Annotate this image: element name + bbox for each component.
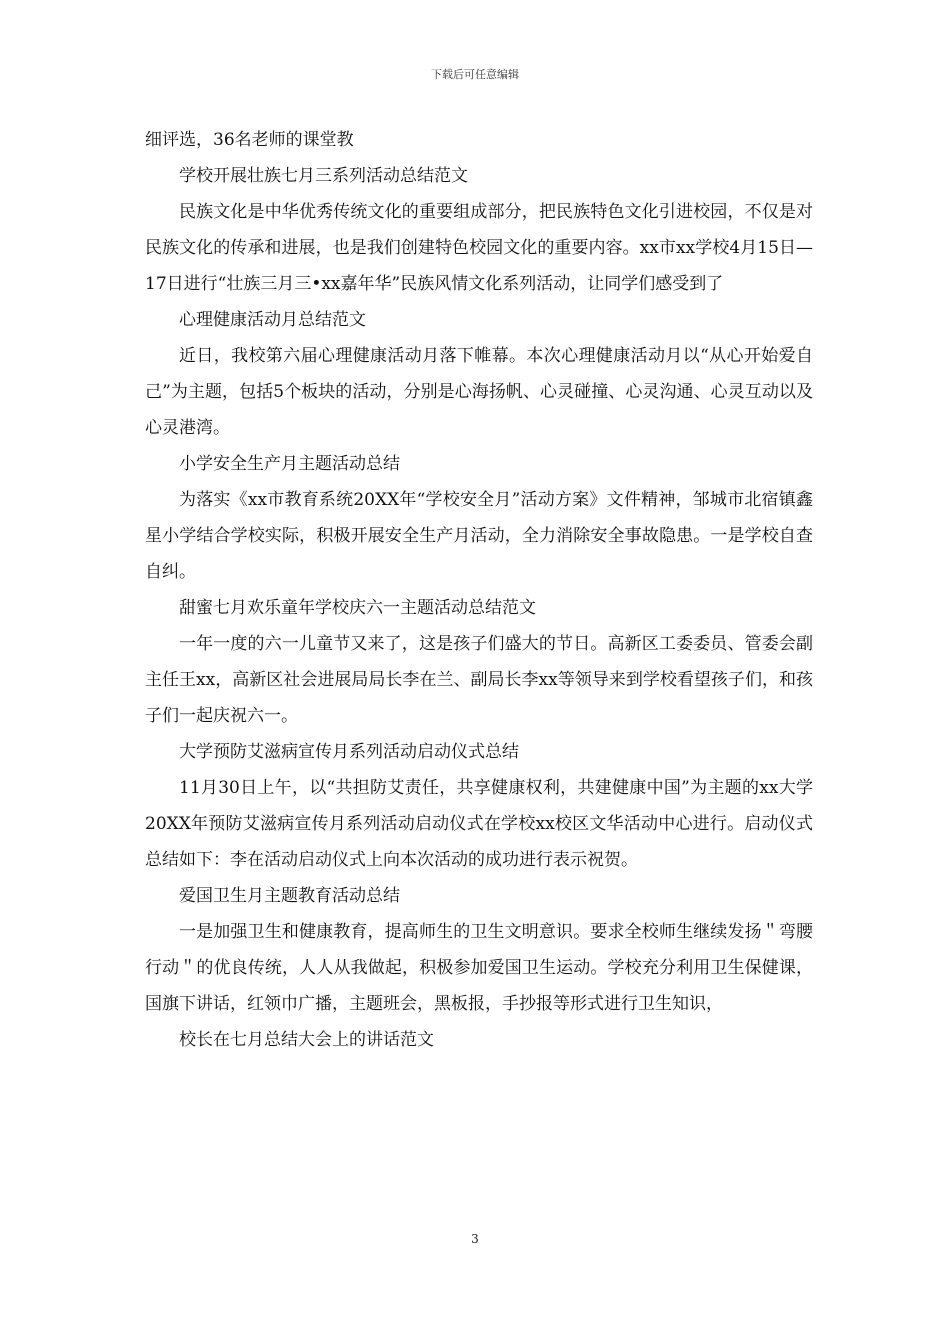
section-heading: 大学预防艾滋病宣传月系列活动启动仪式总结 [179,742,519,762]
section-heading: 小学安全生产月主题活动总结 [179,454,400,474]
paragraph: 近日，我校第六届心理健康活动月落下帷幕。本次心理健康活动月以“从心开始爱自己”为主题，包括5个板块的活动，分别是心海扬帆、心灵碰撞、心灵沟通、心灵互动以及心灵港湾。 [145,346,813,438]
section-heading: 学校开展壮族七月三系列活动总结范文 [179,166,468,186]
paragraph: 为落实《xx市教育系统20XX年“学校安全月”活动方案》文件精神，邹城市北宿镇鑫星小学结合学校实际，积极开展安全生产月活动，全力消除安全事故隐患。一是学校自查自纠。 [145,490,813,582]
page-number: 3 [471,1232,479,1246]
page-header: 下载后可任意编辑 [431,68,519,81]
paragraph: 一是加强卫生和健康教育，提高师生的卫生文明意识。要求全校师生继续发扬＂弯腰行动＂的优良传统，人人从我做起，积极参加爱国卫生运动。学校充分利用卫生保健课，国旗下讲话，红领巾广播，主题班会，黑板报，手抄报等形式进行卫生知识， [145,922,813,1014]
paragraph: 一年一度的六一儿童节又来了，这是孩子们盛大的节日。高新区工委委员、管委会副主任王xx，高新区社会进展局局长李在兰、副局长李xx等领导来到学校看望孩子们，和孩子们一起庆祝六一。 [145,634,813,726]
paragraph: 细评选，36名老师的课堂教 [145,130,354,150]
section-heading: 心理健康活动月总结范文 [179,310,366,330]
section-heading: 校长在七月总结大会上的讲话范文 [179,1030,434,1050]
document-body [145,122,813,1058]
paragraph: 11月30日上午，以“共担防艾责任，共享健康权利，共建健康中国”为主题的xx大学20XX年预防艾滋病宣传月系列活动启动仪式在学校xx校区文华活动中心进行。启动仪式总结如下：李在活动启动仪式上向本次活动的成功进行表示祝贺。 [145,778,813,870]
section-heading: 甜蜜七月欢乐童年学校庆六一主题活动总结范文 [179,598,536,618]
section-heading: 爱国卫生月主题教育活动总结 [179,886,400,906]
paragraph: 民族文化是中华优秀传统文化的重要组成部分，把民族特色文化引进校园，不仅是对民族文化的传承和进展，也是我们创建特色校园文化的重要内容。xx市xx学校4月15日—17日进行“壮族三月三•xx嘉年华”民族风情文化系列活动，让同学们感受到了 [145,202,813,294]
